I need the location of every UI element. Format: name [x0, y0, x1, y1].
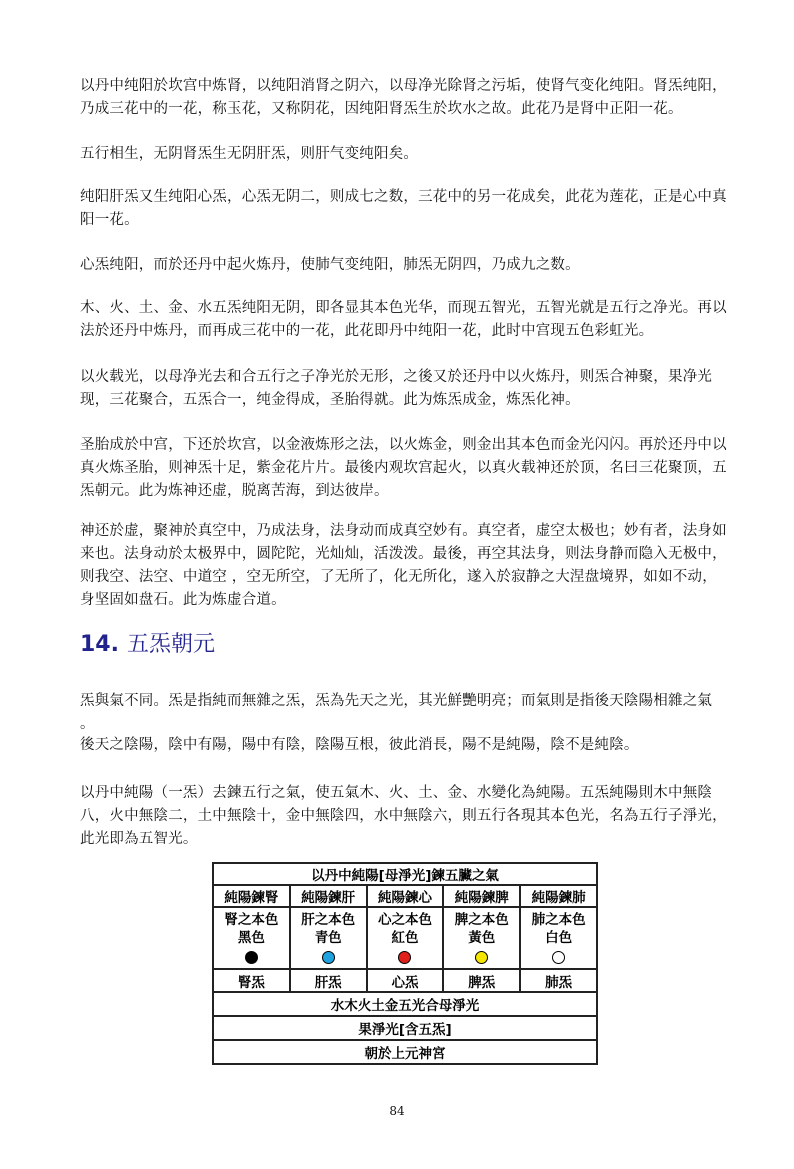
organ-color-name: 白色 [545, 930, 573, 946]
organ-color-cell [520, 907, 597, 969]
table-color-row [213, 907, 597, 969]
organ-color-label: 肝之本色 [301, 912, 356, 928]
organ-color-label: 腎之本色 [224, 912, 279, 928]
table-header-row [213, 885, 597, 907]
paragraph-8: 神还於虚，聚神於真空中，乃成法身，法身动而成真空妙有。真空者，虚空太极也；妙有者，法身如来也。法身动於太极界中，圆陀陀，光灿灿，活泼泼。最後，再空其法身，则法身静而隐入无极中，则我空、法空、中道空 ，空无所空，了无所了，化无所化，遂入於寂静之大涅盘境界，如如不动，身坚固如盘石。此为炼虚合道。 [80, 523, 727, 608]
organs-table-grid [212, 862, 598, 1065]
paragraph-4: 心炁纯阳，而於还丹中起火炼丹，使肺气变纯阳，肺炁无阴四，乃成九之数。 [80, 257, 580, 273]
section-number: 14. [80, 632, 119, 657]
column-header: 純陽鍊腎 [213, 885, 290, 907]
paragraph-3: 纯阳肝炁又生纯阳心炁，心炁无阴二，则成七之数，三花中的另一花成矣，此花为莲花，正是心中真阳一花。 [80, 189, 727, 228]
column-header: 純陽鍊肝 [290, 885, 367, 907]
section-heading [80, 630, 215, 660]
black-dot-icon [245, 951, 258, 964]
organ-qi-cell: 脾炁 [443, 969, 520, 992]
fruit-light-row: 果淨光[含五炁] [213, 1016, 597, 1040]
organ-color-name: 紅色 [391, 930, 419, 946]
organ-color-label: 肺之本色 [531, 912, 586, 928]
column-header: 純陽鍊心 [367, 885, 444, 907]
organ-color-cell [443, 907, 520, 969]
white-dot-icon [552, 951, 565, 964]
organ-color-label: 脾之本色 [454, 912, 509, 928]
five-organs-table [212, 862, 598, 1061]
five-light-row: 水木火土金五光合母淨光 [213, 992, 597, 1016]
column-header: 純陽鍊脾 [443, 885, 520, 907]
upper-palace-row: 朝於上元神宮 [213, 1040, 597, 1064]
organ-qi-cell: 心炁 [367, 969, 444, 992]
paragraph-6: 以火载光，以母净光去和合五行之子净光於无形，之後又於还丹中以火炼丹，则炁合神聚，果净光现，三花聚合，五炁合一，纯金得成，圣胎得就。此为炼炁成金，炼炁化神。 [80, 369, 713, 408]
table-title: 以丹中純陽[母淨光]鍊五臟之氣 [213, 863, 597, 885]
organ-qi-cell: 肝炁 [290, 969, 367, 992]
paragraph-1: 以丹中纯阳於坎宫中炼肾，以纯阳消肾之阴六，以母净光除肾之污垢，使肾气变化纯阳。肾炁纯阳，乃成三花中的一花，称玉花，又称阴花，因纯阳肾炁生於坎水之故。此花乃是肾中正阳一花。 [80, 78, 727, 117]
organ-qi-cell: 腎炁 [213, 969, 290, 992]
page-number: 84 [389, 1104, 405, 1118]
organ-qi-cell: 肺炁 [520, 969, 597, 992]
organ-color-cell [213, 907, 290, 969]
paragraph-5: 木、火、土、金、水五炁纯阳无阴，即各显其本色光华，而现五智光，五智光就是五行之净光。再以法於还丹中炼丹，而再成三花中的一花，此花即丹中纯阳一花，此时中宫现五色彩虹光。 [80, 300, 727, 339]
organ-color-name: 黑色 [237, 930, 265, 946]
section-title: 五炁朝元 [126, 632, 215, 657]
organ-color-cell [367, 907, 444, 969]
organ-color-label: 心之本色 [377, 912, 432, 928]
red-dot-icon [398, 951, 411, 964]
cyan-dot-icon [322, 951, 335, 964]
yellow-dot-icon [475, 951, 488, 964]
column-header: 純陽鍊肺 [520, 885, 597, 907]
organ-color-name: 青色 [314, 930, 342, 946]
paragraph-10: 後天之陰陽，陰中有陽，陽中有陰，陰陽互根，彼此消長，陽不是純陽，陰不是純陰。 [80, 737, 639, 753]
paragraph-2: 五行相生，无阴肾炁生无阴肝炁，则肝气变纯阳矣。 [80, 146, 419, 162]
organ-color-name: 黃色 [468, 930, 496, 946]
table-qi-row [213, 969, 597, 992]
paragraph-11: 以丹中純陽（一炁）去鍊五行之氣，使五氣木、火、土、金、水變化為純陽。五炁純陽則木中無陰八，火中無陰二，土中無陰十，金中無陰四，水中無陰六，則五行各現其本色光，名為五行子淨光，此光即為五智光。 [80, 785, 727, 847]
paragraph-9: 炁與氣不同。炁是指純而無雜之炁，炁為先天之光，其光鮮艷明亮；而氣則是指後天陰陽相雜之氣 。 [80, 693, 713, 732]
organ-color-cell [290, 907, 367, 969]
paragraph-7: 圣胎成於中宫，下还於坎宫，以金液炼形之法，以火炼金，则金出其本色而金光闪闪。再於还丹中以真火炼圣胎，则神炁十足，紫金花片片。最後内观坎宫起火，以真火载神还於顶，名曰三花聚顶，五炁朝元。此为炼神还虚，脱离苦海，到达彼岸。 [80, 437, 727, 499]
